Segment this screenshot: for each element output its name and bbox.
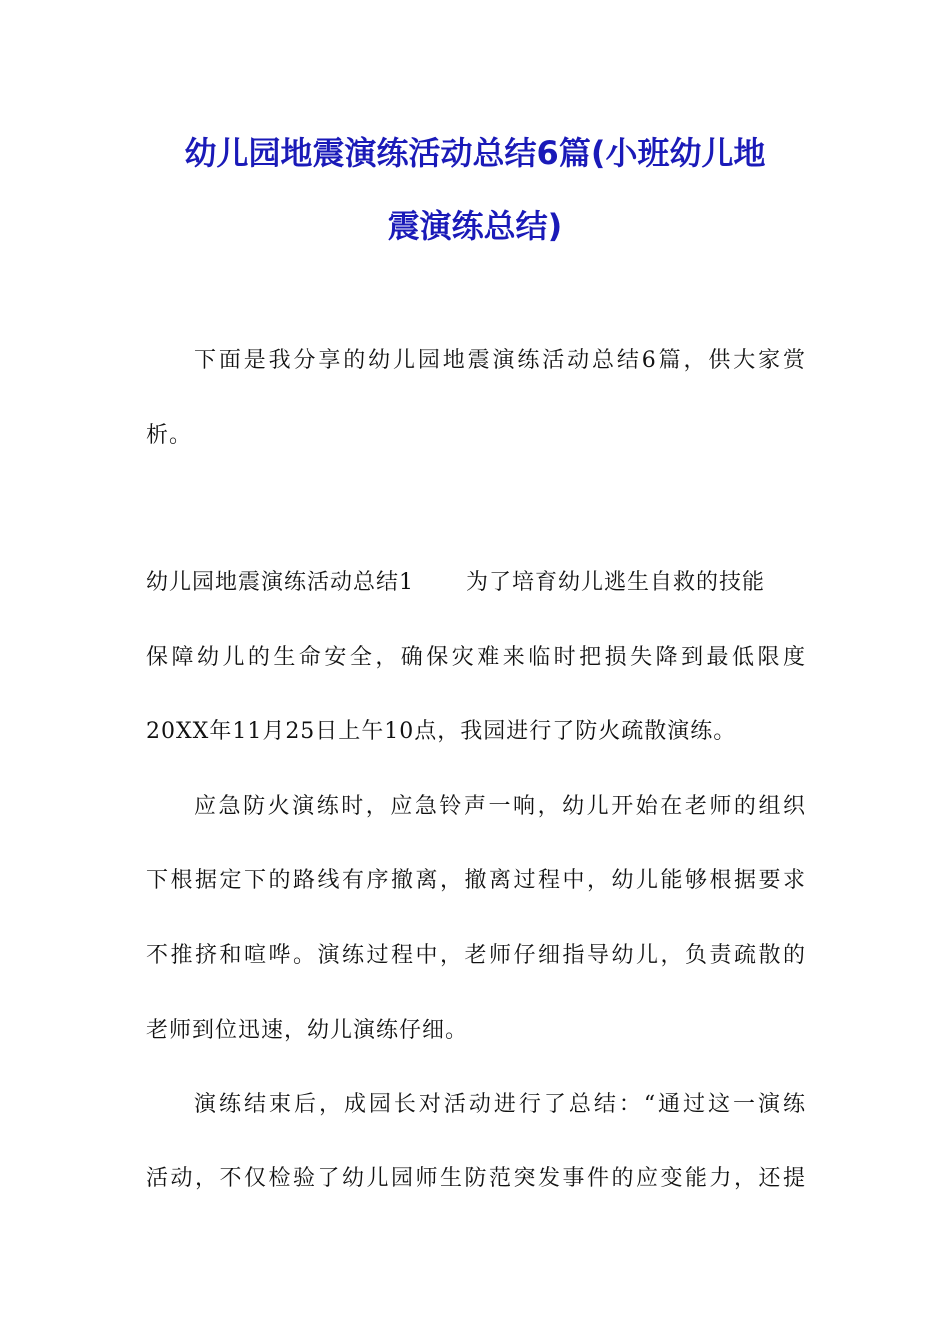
paragraph-2-line-3: 不推挤和喧哗。演练过程中，老师仔细指导幼儿，负责疏散的	[146, 943, 806, 968]
paragraph-3-line-1: 演练结束后，成园长对活动进行了总结：“通过这一演练	[194, 1092, 806, 1117]
paragraph-1-line-1: 保障幼儿的生命安全，确保灾难来临时把损失降到最低限度	[146, 645, 806, 670]
intro-line-2: 析。	[146, 423, 193, 448]
section-1-first-line	[146, 572, 806, 594]
paragraph-1-line-2: 20XX年11月25日上午10点，我园进行了防火疏散演练。	[146, 719, 737, 744]
paragraph-2-line-4: 老师到位迅速，幼儿演练仔细。	[146, 1018, 469, 1043]
paragraph-2-line-2: 下根据定下的路线有序撤离，撤离过程中，幼儿能够根据要求	[146, 868, 806, 893]
document-title-line-2: 震演练总结)	[387, 207, 563, 245]
intro-line-1: 下面是我分享的幼儿园地震演练活动总结6篇，供大家赏	[194, 348, 806, 373]
document-title-line-1: 幼儿园地震演练活动总结6篇(小班幼儿地	[184, 134, 766, 172]
section-1-heading: 幼儿园地震演练活动总结1	[146, 570, 414, 595]
paragraph-3-line-2: 活动，不仅检验了幼儿园师生防范突发事件的应变能力，还提	[146, 1166, 806, 1191]
paragraph-2-line-1: 应急防火演练时，应急铃声一响，幼儿开始在老师的组织	[194, 794, 806, 819]
section-1-first-line-tail: 为了培育幼儿逃生自救的技能	[466, 570, 766, 595]
